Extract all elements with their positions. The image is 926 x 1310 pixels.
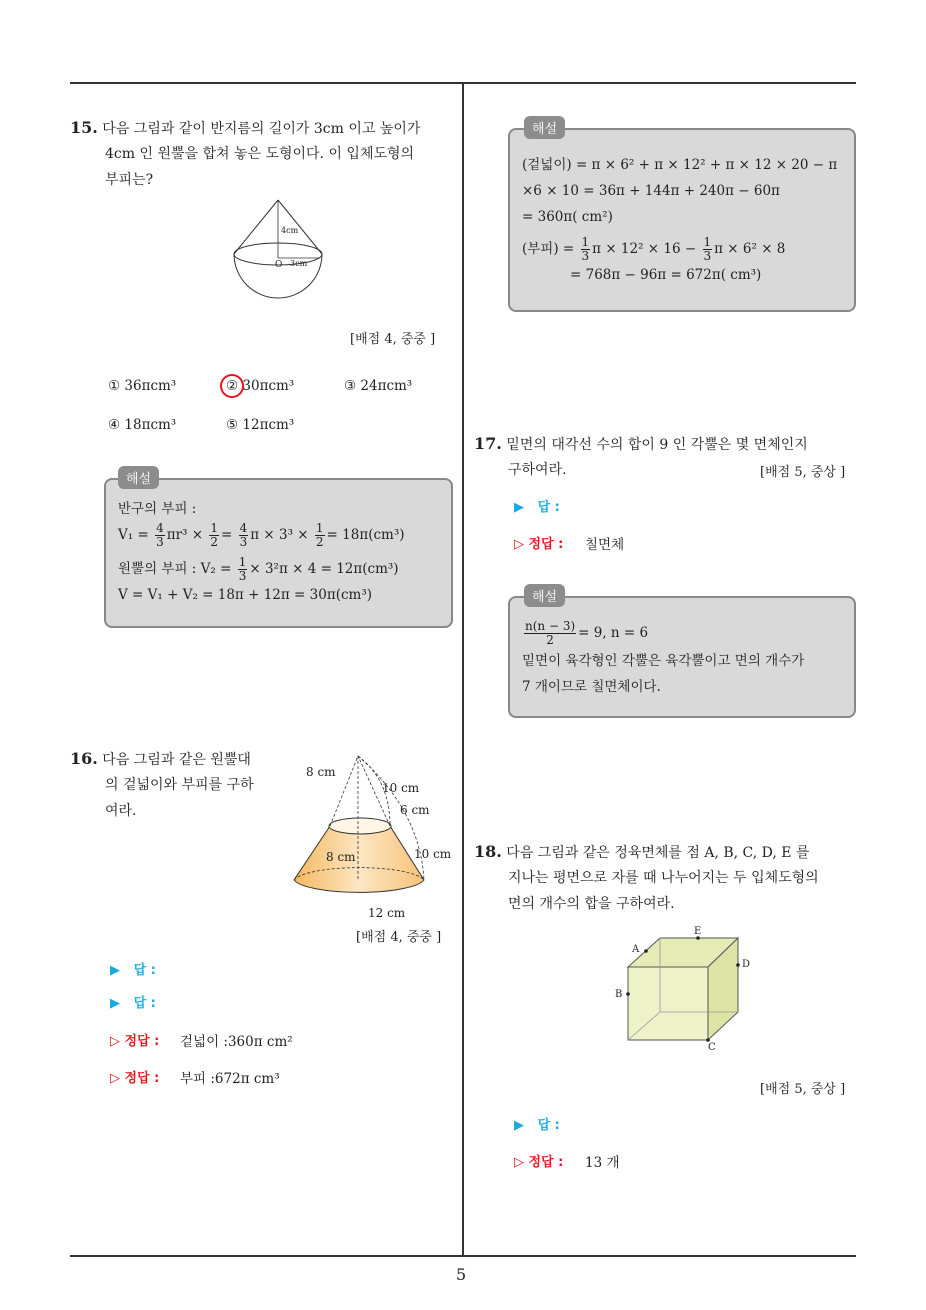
q16-sol-line1: (겉넓이) = π × 6² + π × 12² + π × 12 × 20 − π <box>522 157 838 173</box>
q15-frac-1-2a <box>209 522 219 549</box>
q15-number: 15. <box>70 118 98 137</box>
q18-question <box>474 839 810 866</box>
q17-correct-row <box>514 533 563 552</box>
q15-sol-pr3: πr³ × <box>166 527 204 543</box>
q16-line3: 여라. <box>105 803 137 819</box>
q15-sol-result: = 18π(cm³) <box>326 527 405 543</box>
q15-height-label: 4cm <box>281 226 299 235</box>
q17-sol-line1 <box>522 620 648 647</box>
blue-arrow-icon: ▶ <box>110 996 120 1011</box>
q18-correct-label: 정답 : <box>528 1155 564 1170</box>
q16-solution-tag: 해설 <box>524 116 565 139</box>
q15-radius-label: 3cm <box>290 259 308 268</box>
q15-option-4[interactable]: ④ 18πcm³ <box>108 417 177 433</box>
frac-den: 3 <box>238 569 247 583</box>
q17-line1: 밑면의 대각선 수의 합이 9 인 각뿔은 몇 면체인지 <box>506 437 808 453</box>
frac-den: 3 <box>239 535 248 549</box>
q16-label-10b: 10 cm <box>414 847 452 861</box>
q17-sol-line3: 7 개이므로 칠면체이다. <box>522 679 661 695</box>
q16-sol-big-cone: π × 12² × 16 − <box>592 241 697 257</box>
cube-label-a: A <box>632 944 640 955</box>
q15-frac-4-3b <box>239 522 249 549</box>
q18-answer-row <box>514 1114 560 1133</box>
q15-line3: 부피는? <box>105 172 154 188</box>
q17-question <box>474 431 808 458</box>
q15-sol-cone-result: × 3²π × 4 = 12π(cm³) <box>249 561 399 577</box>
q16-sol-volume-label: (부피) = <box>522 241 575 257</box>
cube-label-e: E <box>694 926 702 937</box>
q15-sol-line1: 반구의 부피 : <box>118 501 197 517</box>
q16-figure <box>290 750 460 925</box>
q17-answer-label: 답 : <box>537 500 560 515</box>
q16-label-12: 12 cm <box>368 906 406 920</box>
q16-label-8a: 8 cm <box>306 765 336 779</box>
q16-correct1-value: 겉넓이 :360π cm² <box>180 1034 293 1050</box>
column-divider <box>462 82 464 1257</box>
q15-marked-circle <box>218 372 246 400</box>
frac-den: 3 <box>156 535 164 549</box>
frac-num: 1 <box>581 235 590 249</box>
q17-correct-value: 칠면체 <box>585 537 625 553</box>
q17-solution-tag: 해설 <box>524 584 565 607</box>
q17-sol-line2: 밑면이 육각형인 각뿔은 육각뿔이고 면의 개수가 <box>522 653 805 669</box>
q18-score: [배점 5, 중상 ] <box>760 1082 846 1097</box>
q15-option-5[interactable]: ⑤ 12πcm³ <box>226 417 295 433</box>
frac-num: n(n − 3) <box>525 619 576 633</box>
q16-label-10a: 10 cm <box>382 781 420 795</box>
q16-sol-line2: ×6 × 10 = 36π + 144π + 240π − 60π <box>522 183 780 199</box>
q15-sol-line3 <box>118 556 399 583</box>
q16-number: 16. <box>70 749 98 768</box>
q16-frustum-body <box>294 826 424 892</box>
q15-sol-cone: 원뿔의 부피 : V₂ = <box>118 561 232 577</box>
q16-question <box>70 746 251 773</box>
q15-option-2[interactable]: ② 30πcm³ <box>226 378 295 394</box>
q15-option-3[interactable]: ③ 24πcm³ <box>344 378 413 394</box>
q16-correct-label-2: 정답 : <box>124 1071 160 1086</box>
q18-line1: 다음 그림과 같은 정육면체를 점 A, B, C, D, E 를 <box>506 845 810 861</box>
q16-sol-line3: = 360π( cm²) <box>522 209 613 225</box>
q15-sol-line2 <box>118 522 405 549</box>
q17-score: [배점 5, 중상 ] <box>760 465 846 480</box>
red-triangle-icon: ▷ <box>110 1034 120 1049</box>
q18-line2: 지나는 평면으로 자를 때 나누어지는 두 입체도형의 <box>508 870 819 886</box>
q16-line1: 다음 그림과 같은 원뿔대 <box>102 752 251 768</box>
q15-figure <box>228 196 338 302</box>
frac-den: 2 <box>315 535 324 549</box>
q15-sol-eq: = <box>220 527 233 543</box>
blue-arrow-icon: ▶ <box>110 963 120 978</box>
frac-num: 1 <box>210 521 218 535</box>
q17-frac <box>524 620 576 647</box>
page-number: 5 <box>456 1265 467 1284</box>
cube-label-d: D <box>742 959 751 970</box>
q15-line2: 4cm 인 원뿔을 합쳐 놓은 도형이다. 이 입체도형의 <box>105 146 415 162</box>
q18-answer-label: 답 : <box>537 1118 560 1133</box>
q16-label-8b: 8 cm <box>326 850 356 864</box>
q15-score: [배점 4, 중중 ] <box>350 332 436 347</box>
red-triangle-icon: ▷ <box>110 1071 120 1086</box>
q16-line2: 의 겉넓이와 부피를 구하 <box>105 777 254 793</box>
cube-label-c: C <box>708 1042 716 1052</box>
red-triangle-icon: ▷ <box>514 1155 524 1170</box>
blue-arrow-icon: ▶ <box>514 1118 524 1133</box>
bottom-rule <box>70 1255 856 1257</box>
q16-answer-label-2: 답 : <box>133 996 156 1011</box>
frac-num: 4 <box>156 521 164 535</box>
frac-den: 2 <box>546 633 554 647</box>
q16-answer-label-1: 답 : <box>133 963 156 978</box>
q17-number: 17. <box>474 434 502 453</box>
q15-solution-tag: 해설 <box>118 466 159 489</box>
frac-den: 3 <box>703 249 712 263</box>
cube-label-b: B <box>615 989 623 1000</box>
q17-line2: 구하여라. <box>508 462 567 478</box>
q18-correct-row <box>514 1151 563 1170</box>
q15-frac-1-3 <box>238 556 248 583</box>
frac-num: 4 <box>239 521 248 535</box>
blue-arrow-icon: ▶ <box>514 500 524 515</box>
q15-option-1[interactable]: ① 36πcm³ <box>108 378 177 394</box>
q16-correct2-row <box>110 1067 159 1086</box>
q15-sol-line4: V = V₁ + V₂ = 18π + 12π = 30π(cm³) <box>118 587 373 603</box>
q16-frac-1-3a <box>581 236 591 263</box>
q16-top-ellipse <box>329 818 391 834</box>
q15-frac-4-3 <box>155 522 165 549</box>
q16-correct2-value: 부피 :672π cm³ <box>180 1071 280 1087</box>
frac-den: 2 <box>210 535 218 549</box>
q16-sol-small-cone: π × 6² × 8 <box>714 241 786 257</box>
frac-num: 1 <box>703 235 712 249</box>
red-triangle-icon: ▷ <box>514 537 524 552</box>
q16-answer2-row <box>110 992 156 1011</box>
q18-cube-figure <box>610 922 760 1052</box>
q16-correct-label-1: 정답 : <box>124 1034 160 1049</box>
q18-correct-value: 13 개 <box>585 1155 620 1171</box>
q17-sol-eq: = 9, n = 6 <box>578 625 649 641</box>
q15-frac-1-2b <box>315 522 325 549</box>
q17-answer-row <box>514 496 560 515</box>
q18-number: 18. <box>474 842 502 861</box>
q16-sol-line4 <box>522 236 785 263</box>
q15-line1: 다음 그림과 같이 반지름의 길이가 3cm 이고 높이가 <box>102 121 421 137</box>
q16-sol-line5: = 768π − 96π = 672π( cm³) <box>570 267 762 283</box>
q15-sol-v1: V₁ = <box>118 527 149 543</box>
q16-score: [배점 4, 중중 ] <box>356 930 442 945</box>
q18-line3: 면의 개수의 합을 구하여라. <box>508 896 675 912</box>
frac-den: 3 <box>581 249 590 263</box>
q16-answer1-row <box>110 959 156 978</box>
q15-cone-left <box>234 200 278 254</box>
q16-correct1-row <box>110 1030 159 1049</box>
q16-frac-1-3b <box>703 236 713 263</box>
q17-correct-label: 정답 : <box>528 537 564 552</box>
frac-num: 1 <box>238 555 247 569</box>
frac-num: 1 <box>315 521 324 535</box>
q16-label-6: 6 cm <box>400 803 430 817</box>
q15-question <box>70 115 420 142</box>
q15-center-label: O <box>275 260 283 270</box>
q15-sol-p33: π × 3³ × <box>250 527 309 543</box>
